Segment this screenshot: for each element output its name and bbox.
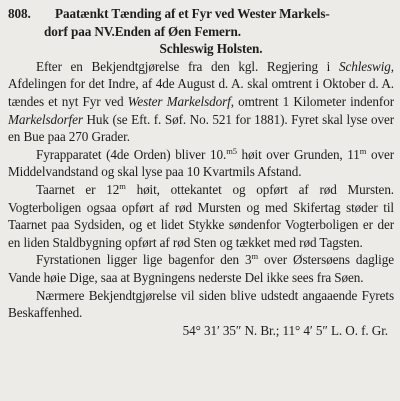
p3-text-a: Taarnet er 12 [36, 181, 120, 197]
paragraph-announcement [8, 58, 394, 146]
notice-title-line-2: dorf paa NV.Enden af Øen Femern. [44, 23, 241, 39]
p1-text-c: , Afdelingen for det Indre, af 4de August d. A. skal omtrent i Oktober d. A. tændes et nyt Fyr ved [8, 58, 394, 109]
p2-text-e: over Middelvandstand og skal lyse paa 10 Kvartmils Afstand. [8, 146, 395, 180]
notice-number: 808. [8, 6, 31, 21]
p3-text-c: høit, ottekantet og opført af rød Mursten. Vogterboligen ogsaa opført af rød Mursten og med Skifertag støder til Taarnet paa Sydsiden, og et lidet Stykke søndenfor Vogterboligen er der en liden Staldbygning opført af rød Sten og tækket med rød Tagsten. [8, 181, 395, 250]
p1-place-schleswig: Schleswig [338, 58, 391, 74]
paragraph-tower [8, 181, 394, 251]
p2-text-a: Fyrapparatet (4de Orden) bliver 10. [36, 146, 227, 162]
p1-text-g: Huk (se Eft. f. Søf. No. 521 for 1881). Fyret skal lyse over en Bue paa 270 Grader. [8, 111, 394, 145]
p1-text-e: , omtrent 1 Kilometer indenfor [230, 93, 394, 109]
p1-place-wester-markelsdorf: Wester Markelsdorf [127, 93, 231, 109]
notice-title-line-1: Paatænkt Tænding af et Fyr ved Wester Markels- [55, 6, 330, 21]
p4-superscript-m: m [251, 251, 259, 262]
notice-region: Schleswig Holsten. [159, 41, 263, 57]
p1-place-markelsdorfer: Markelsdorfer [8, 111, 83, 127]
p1-text-a: Efter en Bekjendtgjørelse fra den kgl. Regjering i [36, 58, 339, 74]
p2-text-c: høit over Grunden, 11 [236, 146, 360, 162]
paragraph-apparatus [8, 146, 394, 181]
coordinates: 54° 31′ 35″ N. Br.; 11° 4′ 5″ L. O. f. Gr. [182, 322, 388, 338]
p2-superscript-m5: m5 [226, 145, 237, 156]
p3-superscript-m: m [119, 180, 126, 191]
p2-superscript-m: m [359, 145, 367, 156]
paragraph-further-notice: Nærmere Bekjendtgjørelse vil siden blive udstedt angaaende Fyrets Beskaffenhed. [8, 287, 394, 321]
paragraph-station [8, 251, 394, 286]
p4-text-c: over Østersøens daglige Vande høie Dige, saa at Bygningens nederste Del ikke sees fra Søen. [8, 252, 394, 285]
notice-heading [8, 5, 394, 58]
p4-text-a: Fyrstationen ligger lige bagenfor den 3 [36, 252, 252, 268]
